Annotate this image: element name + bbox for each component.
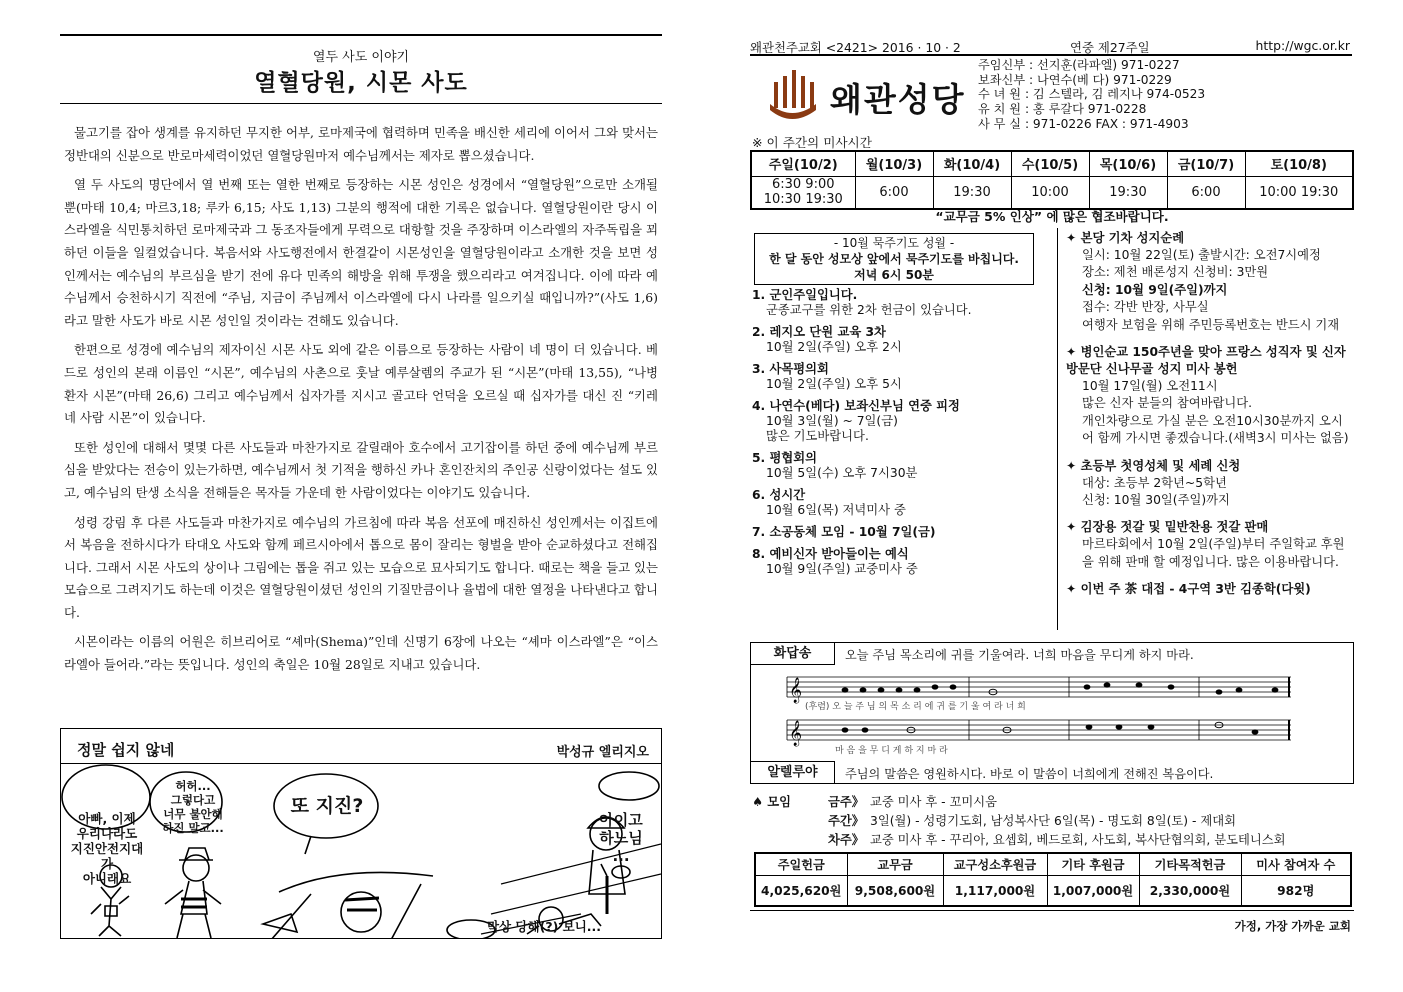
comic-drawing (61, 764, 662, 939)
offering-header: 교무금 (847, 853, 943, 875)
mass-day-header: 월(10/3) (855, 151, 933, 176)
comic-title: 정말 쉽지 않네 (77, 741, 175, 759)
staff-line: 유 치 원 : 홍 루갈다 971-0228 (978, 102, 1147, 117)
staff-line: 사 무 실 : 971-0226 FAX : 971-4903 (978, 116, 1189, 131)
header-rule (750, 54, 1352, 56)
meetings-heading: ♠ 모임 (752, 795, 792, 809)
offering-header: 교구성소후원금 (943, 853, 1047, 875)
liturgical-week: 연중 제27주일 (1070, 40, 1150, 55)
article-paragraph: 한편으로 성경에 예수님의 제자이신 시몬 사도 외에 같은 이름으로 등장하는 사람이 네 명이 더 있습니다. 베드로 성인의 본래 이름인 “시몬”, 예수님의 사촌으로 훗날 예루살렘의 주교가 된 “시몬”(마태 13,55), “나병 환자 시몬”(마태 26,6) 그리고 예수님께서 십자가를 지시고 골고타 언덕을 오르실 때 십자가를 대신 진 “키레네 사람 시몬”이 있습니다. (64, 342, 658, 426)
article-title: 열혈당원, 시몬 사도 (254, 70, 468, 96)
offering-header: 기타 후원금 (1047, 853, 1139, 875)
parish-logo-icon (768, 70, 816, 120)
mass-day-header: 주일(10/2) (751, 151, 855, 176)
psalm-score (779, 665, 1319, 759)
mass-schedule-table (750, 150, 1354, 210)
mass-time-cell: 6:30 9:00 10:30 19:30 (751, 176, 855, 209)
staff-line: 보좌신부 : 나연수(베 다) 971-0229 (978, 72, 1172, 87)
mass-time-cell: 19:30 (1089, 176, 1167, 209)
offering-value: 9,508,600원 (847, 875, 943, 906)
mass-time-cell: 6:00 (1167, 176, 1245, 209)
notice-item: 5. 평협회의 10월 5일(수) 오후 7시30분 (752, 451, 918, 480)
parish-name: 왜관성당 (830, 80, 966, 119)
website-url: http://wgc.or.kr (1255, 38, 1350, 53)
offering-value: 4,025,620원 (755, 875, 847, 906)
staff-directory (978, 58, 1205, 132)
comic-bubble-dad: 허허... 그렇다고 너무 불안해 하진 말고... (162, 779, 224, 835)
notice-item: 7. 소공동체 모임 - 10월 7일(금) (752, 525, 936, 539)
event-notices (1066, 230, 1354, 608)
offering-value: 1,117,000원 (943, 875, 1047, 906)
staff-line: 수 녀 원 : 김 스텔라, 김 레지나 974-0523 (978, 87, 1206, 102)
psalm-alleluia-box (750, 642, 1354, 784)
mass-time-cell: 19:30 (933, 176, 1011, 209)
notice-item: 8. 예비신자 받아들이는 예식 10월 9일(주일) 교중미사 중 (752, 547, 918, 576)
article-paragraph: 물고기를 잡아 생계를 유지하던 무지한 어부, 로마제국에 협력하며 민족을 배신한 세리에 이어서 그와 맞서는 정반대의 신분으로 반로마세력이었던 열혈당원마저 예수님께서는 제자로 뽑으셨습니다. (64, 125, 658, 163)
notice-item: 3. 사목평의회 10월 2일(주일) 오후 5시 (752, 362, 902, 391)
article-body (64, 122, 658, 684)
psalm-lyrics-line2: 마 음 을 무 디 게 하 지 마 라 (835, 746, 948, 756)
offering-value: 982명 (1241, 875, 1351, 906)
comic-bubble-worker: 아이고 하느님 ... (599, 811, 643, 865)
mass-time-cell: 6:00 (855, 176, 933, 209)
event-item: ✦ 초등부 첫영성체 및 세례 신청 대상: 초등부 2학년~5학년 신청: 10월 30일(주일)까지 (1066, 458, 1241, 508)
meeting-row: 차주》 교중 미사 후 - 꾸리아, 요셉회, 베드로회, 사도회, 복사단협의회, 분도테니스회 (828, 833, 1286, 847)
event-item: ✦ 이번 주 茶 대접 - 4구역 3반 김종학(다윗) (1066, 582, 1311, 597)
parish-notices (752, 288, 1050, 584)
article-paragraph: 열 두 사도의 명단에서 열 번째 또는 열한 번째로 등장하는 시몬 성인은 성경에서 “열혈당원”으로만 소개될 뿐(마태 10,4; 마르3,18; 루카 6,15; 사도 1,13) 그분의 행적에 대한 기록은 없습니다. 열혈당원이란 당시 이스라엘을 식민통치하던 로마제국과 그 동조자들에게 무력으로 대항할 것을 주장하며 이스라엘의 자주독립을 꾀하던 이들을 일컬었습니다. 복음서와 사도행전에서 한결같이 시몬성인을 열혈당원이라고 소개한 것을 보면 성인께서는 예수님의 부르심을 받기 전에 유다 민족의 해방을 위해 투쟁을 했으리라고 여겨집니다. 이에 따라 예수님께서 승천하시기 직전에 “주님, 지금이 주님께서 이스라엘에 다시 나라를 일으키실 때입니까?”(사도 1,6)라고 말한 사도가 바로 시몬 성인일 것이라는 견해도 있습니다. (64, 177, 658, 328)
svg-text:𝄞: 𝄞 (789, 678, 803, 703)
issue-info: 왜관천주교회 <2421> 2016 · 10 · 2 (750, 40, 961, 55)
alleluia-label: 알렐루야 (751, 761, 835, 784)
offering-header: 기타목적헌금 (1139, 853, 1241, 875)
mass-schedule-caption: ※ 이 주간의 미사시간 (752, 135, 872, 150)
comic-strip (60, 728, 662, 939)
comic-bubble-quake: 또 지진? (290, 795, 364, 817)
comic-author: 박성규 엘리지오 (556, 745, 649, 760)
meeting-row: 금주》 교중 미사 후 - 꼬미시움 (828, 795, 997, 809)
notice-item: 1. 군인주일입니다. 군종교구를 위한 2차 헌금이 있습니다. (752, 288, 972, 317)
mass-day-header: 수(10/5) (1011, 151, 1089, 176)
mass-day-header: 토(10/8) (1245, 151, 1353, 176)
mass-day-header: 목(10/6) (1089, 151, 1167, 176)
mass-time-cell: 10:00 19:30 (1245, 176, 1353, 209)
alleluia-verse-text: 주님의 말씀은 영원하시다. 바로 이 말씀이 너희에게 전해진 복음이다. (845, 767, 1214, 781)
offering-header: 주일헌금 (755, 853, 847, 875)
psalm-label: 화답송 (751, 643, 835, 665)
left-top-rule (60, 34, 662, 36)
event-item: ✦ 김장용 젓갈 및 밑반찬용 젓갈 판매 마르타회에서 10월 2일(주일)부터 주일학교 후원을 위해 판매 할 예정입니다. 많은 이용바랍니다. (1066, 520, 1345, 569)
event-item: ✦ 병인순교 150주년을 맞아 프랑스 성직자 및 신자 방문단 신나무골 성지 미사 봉헌 10월 17일(월) 오전11시 많은 신자 분들의 참여바랍니다. 개인차량으로 가실 분은 오전10시30분까지 오시어 함께 가시면 좋겠습니다.(새벽3시 미사는 없음) (1066, 345, 1349, 446)
offering-table (754, 852, 1352, 907)
mass-day-header: 금(10/7) (1167, 151, 1245, 176)
comic-bubble-kid: 아빠, 이제 우리나라도 지진안전지대가 아니래요 (70, 811, 144, 886)
left-title-rule (60, 103, 662, 104)
article-paragraph: 또한 성인에 대해서 몇몇 다른 사도들과 마찬가지로 갈릴래아 호수에서 고기잡이를 하던 중에 예수님께 부르심을 받았다는 전승이 있는가하면, 예수님께서 첫 기적을 행하신 카나 혼인잔치의 주인공 신랑이었다는 설도 있고, 예수님의 탄생 소식을 전해들은 목자들 가운데 한 사람이었다는 이야기도 있습니다. (64, 439, 658, 500)
notice-item: 2. 레지오 단원 교육 3차 10월 2일(주일) 오후 2시 (752, 325, 902, 354)
psalm-lyrics-line1: (후렴) 오 늘 주 님 의 목 소 리 에 귀 를 기 울 여 라 너 희 (805, 702, 1026, 712)
tithe-banner: “교무금 5% 인상” 에 많은 협조바랍니다. (935, 209, 1169, 224)
offering-value: 2,330,000원 (1139, 875, 1241, 906)
article-paragraph: 시몬이라는 이름의 어원은 히브리어로 “셰마(Shema)”인데 신명기 6장에 나오는 “셰마 이스라엘”은 “이스라엘아 들어라.”라는 뜻입니다. 성인의 축일은 10월 28일로 지내고 있습니다. (64, 634, 658, 673)
mass-time-cell: 10:00 (1011, 176, 1089, 209)
offering-value: 1,007,000원 (1047, 875, 1139, 906)
offering-header: 미사 참여자 수 (1241, 853, 1351, 875)
event-item: ✦ 본당 기차 성지순례 일시: 10월 22일(토) 출발시간: 오전7시예정 장소: 제천 배론성지 신청비: 3만원 신청: 10월 9일(주일)까지 접수: 각반 반장, 사무실 여행자 보험을 위해 주민등록번호는 반드시 기재 (1066, 231, 1340, 332)
comic-caption: 막상 당해(?) 보니... (486, 919, 602, 934)
footer-slogan: 가정, 가장 가까운 교회 (1234, 919, 1351, 933)
staff-line: 주임신부 : 선지훈(라파엘) 971-0227 (978, 58, 1180, 72)
notice-item: 6. 성시간 10월 6일(목) 저녁미사 중 (752, 488, 906, 517)
rosary-month-box: - 10월 묵주기도 성월 - 한 달 동안 성모상 앞에서 묵주기도를 바칩니다. 저녁 6시 50분 (754, 233, 1034, 285)
notice-item: 4. 나연수(베다) 보좌신부님 연중 피정 10월 3일(월) ~ 7일(금) 많은 기도바랍니다. (752, 399, 960, 443)
article-paragraph: 성령 강림 후 다른 사도들과 마찬가지로 예수님의 가르침에 따라 복음 선포에 매진하신 성인께서는 이집트에서 복음을 전하시다가 타대오 사도와 함께 페르시아에서 톱으로 몸이 잘리는 형벌을 받아 순교하셨다고 전해집니다. 그래서 시몬 사도의 상이나 그림에는 톱을 쥐고 있는 모습으로 묘사되기도 합니다. 때로는 책을 들고 있는 모습으로 그려지기도 하는데 이것은 열혈당원이셨던 성인의 기질만큼이나 율법에 대한 열정을 나타낸다고 합니다. (64, 514, 658, 620)
psalm-response-text: 오늘 주님 목소리에 귀를 기울여라. 너희 마음을 무디게 하지 마라. (845, 648, 1194, 662)
footer-rule (750, 910, 1354, 911)
svg-text:𝄞: 𝄞 (789, 721, 803, 746)
series-subtitle: 열두 사도 이야기 (312, 50, 410, 65)
mass-day-header: 화(10/4) (933, 151, 1011, 176)
meeting-row: 주간》 3일(월) - 성령기도회, 남성복사단 6일(목) - 명도회 8일(토) - 제대회 (828, 814, 1236, 828)
column-divider (1057, 228, 1058, 630)
